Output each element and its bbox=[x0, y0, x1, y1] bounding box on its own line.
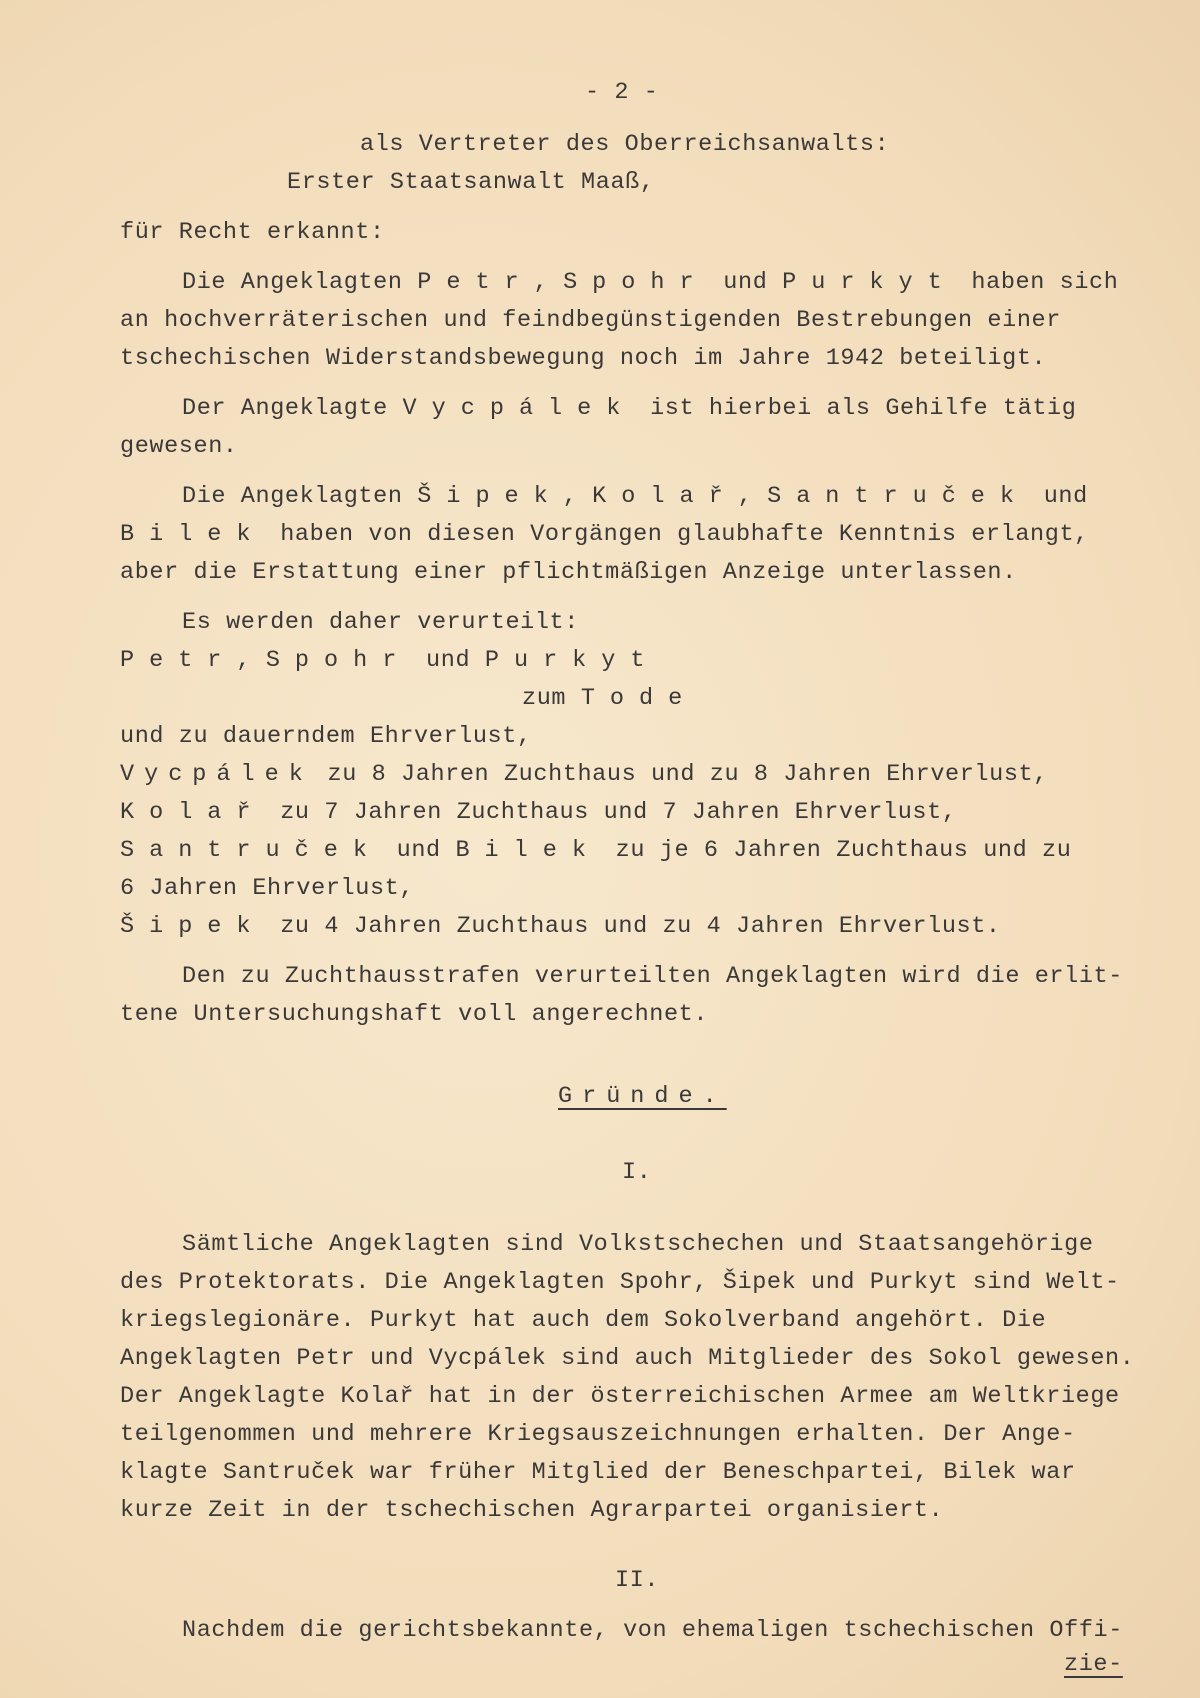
header-line-2: Erster Staatsanwalt Maaß, bbox=[287, 169, 655, 196]
paragraph-6-line-1: Nachdem die gerichtsbekannte, von ehemaligen tschechischen Offi- bbox=[182, 1617, 1123, 1644]
paragraph-5-line-5: Der Angeklagte Kolař hat in der österreichischen Armee am Weltkriege bbox=[120, 1383, 1120, 1410]
section-title: Gründe. bbox=[558, 1083, 727, 1110]
paragraph-2-line-2: gewesen. bbox=[120, 433, 238, 460]
paragraph-3-line-1: Die Angeklagten Šipek, Kolař, Santruček und bbox=[182, 483, 1088, 510]
paragraph-5-line-8: kurze Zeit in der tschechischen Agrarpartei organisiert. bbox=[120, 1497, 944, 1524]
paragraph-5-line-7: klagte Santruček war früher Mitglied der Beneschpartei, Bilek war bbox=[120, 1459, 1076, 1486]
sentence-1-rest: und zu dauerndem Ehrverlust, bbox=[120, 723, 532, 750]
paragraph-5-line-6: teilgenommen und mehrere Kriegsauszeichnungen erhalten. Der Ange- bbox=[120, 1421, 1076, 1448]
paragraph-3-line-2: Bilek haben von diesen Vorgängen glaubhafte Kenntnis erlangt, bbox=[120, 521, 1089, 548]
sentence-4-line-2: 6 Jahren Ehrverlust, bbox=[120, 875, 415, 902]
sentences-intro: Es werden daher verurteilt: bbox=[182, 609, 579, 636]
header-line-1: als Vertreter des Oberreichsanwalts: bbox=[360, 131, 890, 158]
paragraph-5-line-4: Angeklagten Petr und Vycpálek sind auch Mitglieder des Sokol gewesen. bbox=[120, 1345, 1135, 1372]
page-number: - 2 - bbox=[585, 79, 659, 106]
paragraph-5-line-3: kriegslegionäre. Purkyt hat auch dem Sokolverband angehört. Die bbox=[120, 1307, 1047, 1334]
catchword: zie- bbox=[1064, 1651, 1123, 1678]
paragraph-4-line-1: Den zu Zuchthausstrafen verurteilten Angeklagten wird die erlit- bbox=[182, 963, 1123, 990]
sentence-1-names: Petr, Spohr und Purkyt bbox=[120, 647, 660, 674]
paragraph-3-line-3: aber die Erstattung einer pflichtmäßigen Anzeige unterlassen. bbox=[120, 559, 1017, 586]
paragraph-1-line-3: tschechischen Widerstandsbewegung noch im Jahre 1942 beteiligt. bbox=[120, 345, 1047, 372]
paragraph-5-line-2: des Protektorats. Die Angeklagten Spohr, Šipek und Purkyt sind Welt- bbox=[120, 1269, 1120, 1296]
paragraph-1-line-2: an hochverräterischen und feindbegünstigenden Bestrebungen einer bbox=[120, 307, 1061, 334]
paragraph-2-line-1: Der Angeklagte Vycpálek ist hierbei als Gehilfe tätig bbox=[182, 395, 1077, 422]
section-2-heading: II. bbox=[615, 1567, 660, 1594]
sentence-5: Šipek zu 4 Jahren Zuchthaus und zu 4 Jahren Ehrverlust. bbox=[120, 913, 1001, 940]
sentence-2: Vycpálek zu 8 Jahren Zuchthaus und zu 8 Jahren Ehrverlust, bbox=[120, 761, 1048, 788]
sentence-3: Kolař zu 7 Jahren Zuchthaus und 7 Jahren Ehrverlust, bbox=[120, 799, 957, 826]
paragraph-5-line-1: Sämtliche Angeklagten sind Volkstschechen und Staatsangehörige bbox=[182, 1231, 1094, 1258]
section-1-heading: I. bbox=[622, 1159, 652, 1186]
sentence-1-zum-tode: zum Tode bbox=[522, 685, 698, 712]
paragraph-1-line-1: Die Angeklagten Petr, Spohr und Purkyt haben sich bbox=[182, 269, 1119, 296]
sentence-4-line-1: Santruček und Bilek zu je 6 Jahren Zuchthaus und zu bbox=[120, 837, 1072, 864]
paragraph-4-line-2: tene Untersuchungshaft voll angerechnet. bbox=[120, 1001, 709, 1028]
verdict-intro: für Recht erkannt: bbox=[120, 219, 385, 246]
